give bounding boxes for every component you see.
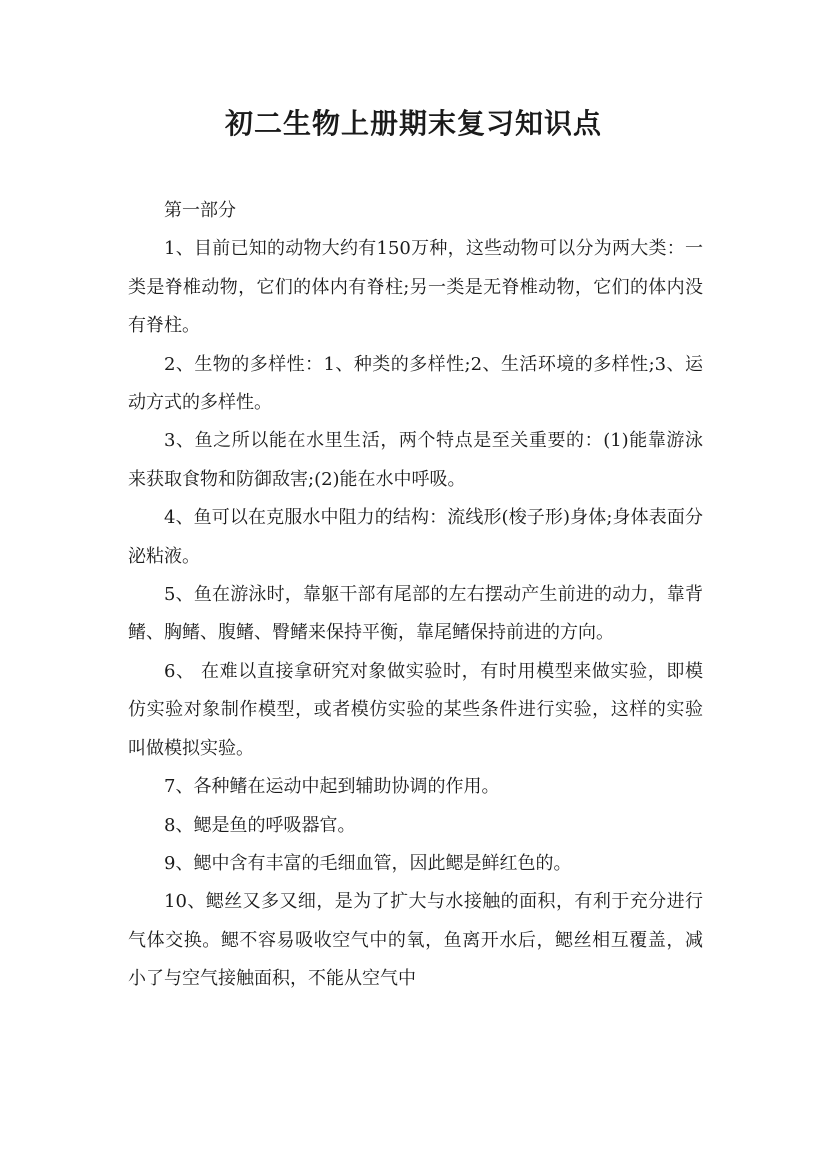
paragraph-4: 4、鱼可以在克服水中阻力的结构：流线形(梭子形)身体;身体表面分泌粘液。 <box>128 507 703 567</box>
paragraph-6: 6、 在难以直接拿研究对象做实验时，有时用模型来做实验，即模仿实验对象制作模型，或者模仿实验的某些条件进行实验，这样的实验叫做模拟实验。 <box>128 660 703 759</box>
section-heading: 第一部分 <box>164 200 236 221</box>
paragraph-5: 5、鱼在游泳时，靠躯干部有尾部的左右摆动产生前进的动力，靠背鳍、胸鳍、腹鳍、臀鳍来保持平衡，靠尾鳍保持前进的方向。 <box>128 584 703 644</box>
paragraph-3: 3、鱼之所以能在水里生活，两个特点是至关重要的：(1)能靠游泳来获取食物和防御敌害;(2)能在水中呼吸。 <box>128 430 703 490</box>
paragraph-9: 9、鳃中含有丰富的毛细血管，因此鳃是鲜红色的。 <box>164 852 572 874</box>
paragraph-1: 1、目前已知的动物大约有150万种，这些动物可以分为两大类：一类是脊椎动物，它们的体内有脊柱;另一类是无脊椎动物，它们的体内没有脊柱。 <box>128 238 703 337</box>
paragraph-7: 7、各种鳍在运动中起到辅助协调的作用。 <box>164 776 500 798</box>
document-title: 初二生物上册期末复习知识点 <box>224 107 602 140</box>
paragraph-8: 8、鳃是鱼的呼吸器官。 <box>164 814 356 836</box>
paragraph-2: 2、生物的多样性：1、种类的多样性;2、生活环境的多样性;3、运动方式的多样性。 <box>128 353 703 414</box>
document-body <box>128 192 703 999</box>
paragraph-10: 10、鳃丝又多又细，是为了扩大与水接触的面积，有利于充分进行气体交换。鳃不容易吸收空气中的氧，鱼离开水后，鳃丝相互覆盖，减小了与空气接触面积，不能从空气中 <box>128 891 703 990</box>
